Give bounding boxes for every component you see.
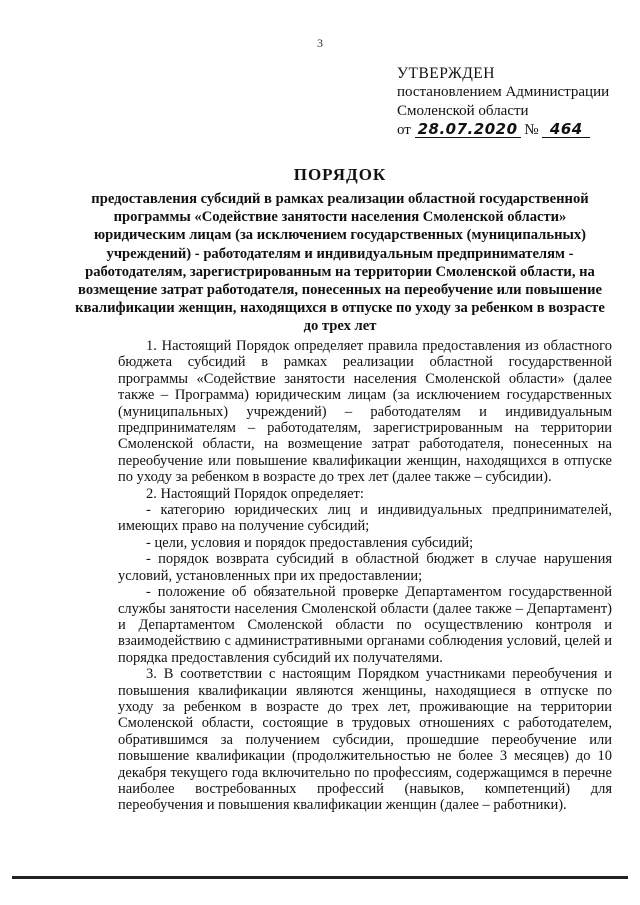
date-prefix: от bbox=[397, 122, 411, 138]
paragraph-1: 1. Настоящий Порядок определяет правила предоставления из областного бюджета субсидий в рамках реализации областной государственной программы «Содействие занятости населения Смоленской области» (далее также – Программа) юридическим лицам (за исключением государственных (муниципальных) учреждений) – работодателям и индивидуальным предпринимателям – работодателям, зарегистрированным на территории Смоленской области, на возмещение затрат работодателя, понесенных на переобучение или повышение квалификации женщин, находящихся в отпуске по уходу за ребенком в возрасте до трех лет (далее также – субсидии). bbox=[118, 338, 612, 486]
list-item-verification: - положение об обязательной проверке Департаментом государственной службы занятости населения Смоленской области (далее также – Департамент) и Департаментом Смоленской области по осуществлению контроля и взаимодействию с административными органами соблюдения условий, целей и порядка предоставления субсидий их получателями. bbox=[118, 584, 612, 666]
document-body bbox=[118, 338, 612, 814]
approval-title: УТВЕРЖДЕН bbox=[397, 65, 495, 82]
scan-edge-divider bbox=[12, 876, 628, 879]
page-number: 3 bbox=[317, 36, 323, 50]
approval-line-decree: постановлением Администрации bbox=[397, 84, 610, 100]
paragraph-3: 3. В соответствии с настоящим Порядком участниками переобучения и повышения квалификации являются женщины, находящиеся в отпуске по уходу за ребенком в возрасте до трех лет, проживающие на территории Смоленской области, состоящие в трудовых отношениях с работодателем, обратившимся за получением субсидии, прошедшие переобучение или повышение квалификации (продолжительностью не более 3 месяцев) до 10 декабря текущего года включительно по профессиям, содержащимся в перечне наиболее востребованных профессий (навыков, компетенций) для переобучения и повышения квалификации женщин (далее – работники). bbox=[118, 666, 612, 814]
approval-line-region: Смоленской области bbox=[397, 103, 529, 119]
approval-date-line bbox=[397, 121, 637, 140]
list-item-refund: - порядок возврата субсидий в областной бюджет в случае нарушения условий, установленных при их предоставлении; bbox=[118, 551, 612, 584]
document-subtitle: предоставления субсидий в рамках реализации областной государственной программы «Содействие занятости населения Смоленской области» юридическим лицам (за исключением государственных (муниципальных) учреждений) - работодателям и индивидуальным предпринимателям - работодателям, зарегистрированным на территории Смоленской области, на возмещение затрат работодателя, понесенных на переобучение или повышение квалификации женщин, находящихся в отпуске по уходу за ребенком в возрасте до трех лет bbox=[75, 191, 605, 335]
handwritten-date: 28.07.2020 bbox=[415, 121, 521, 138]
list-item-goals: - цели, условия и порядок предоставления субсидий; bbox=[146, 534, 474, 551]
paragraph-2: 2. Настоящий Порядок определяет: bbox=[146, 485, 364, 502]
document-heading bbox=[70, 164, 610, 336]
list-item-category: - категорию юридических лиц и индивидуальных предпринимателей, имеющих право на получение субсидий; bbox=[118, 502, 612, 535]
number-prefix: № bbox=[524, 122, 539, 138]
handwritten-number: 464 bbox=[542, 121, 590, 138]
approval-block bbox=[397, 64, 637, 140]
document-title: ПОРЯДОК bbox=[293, 165, 387, 184]
